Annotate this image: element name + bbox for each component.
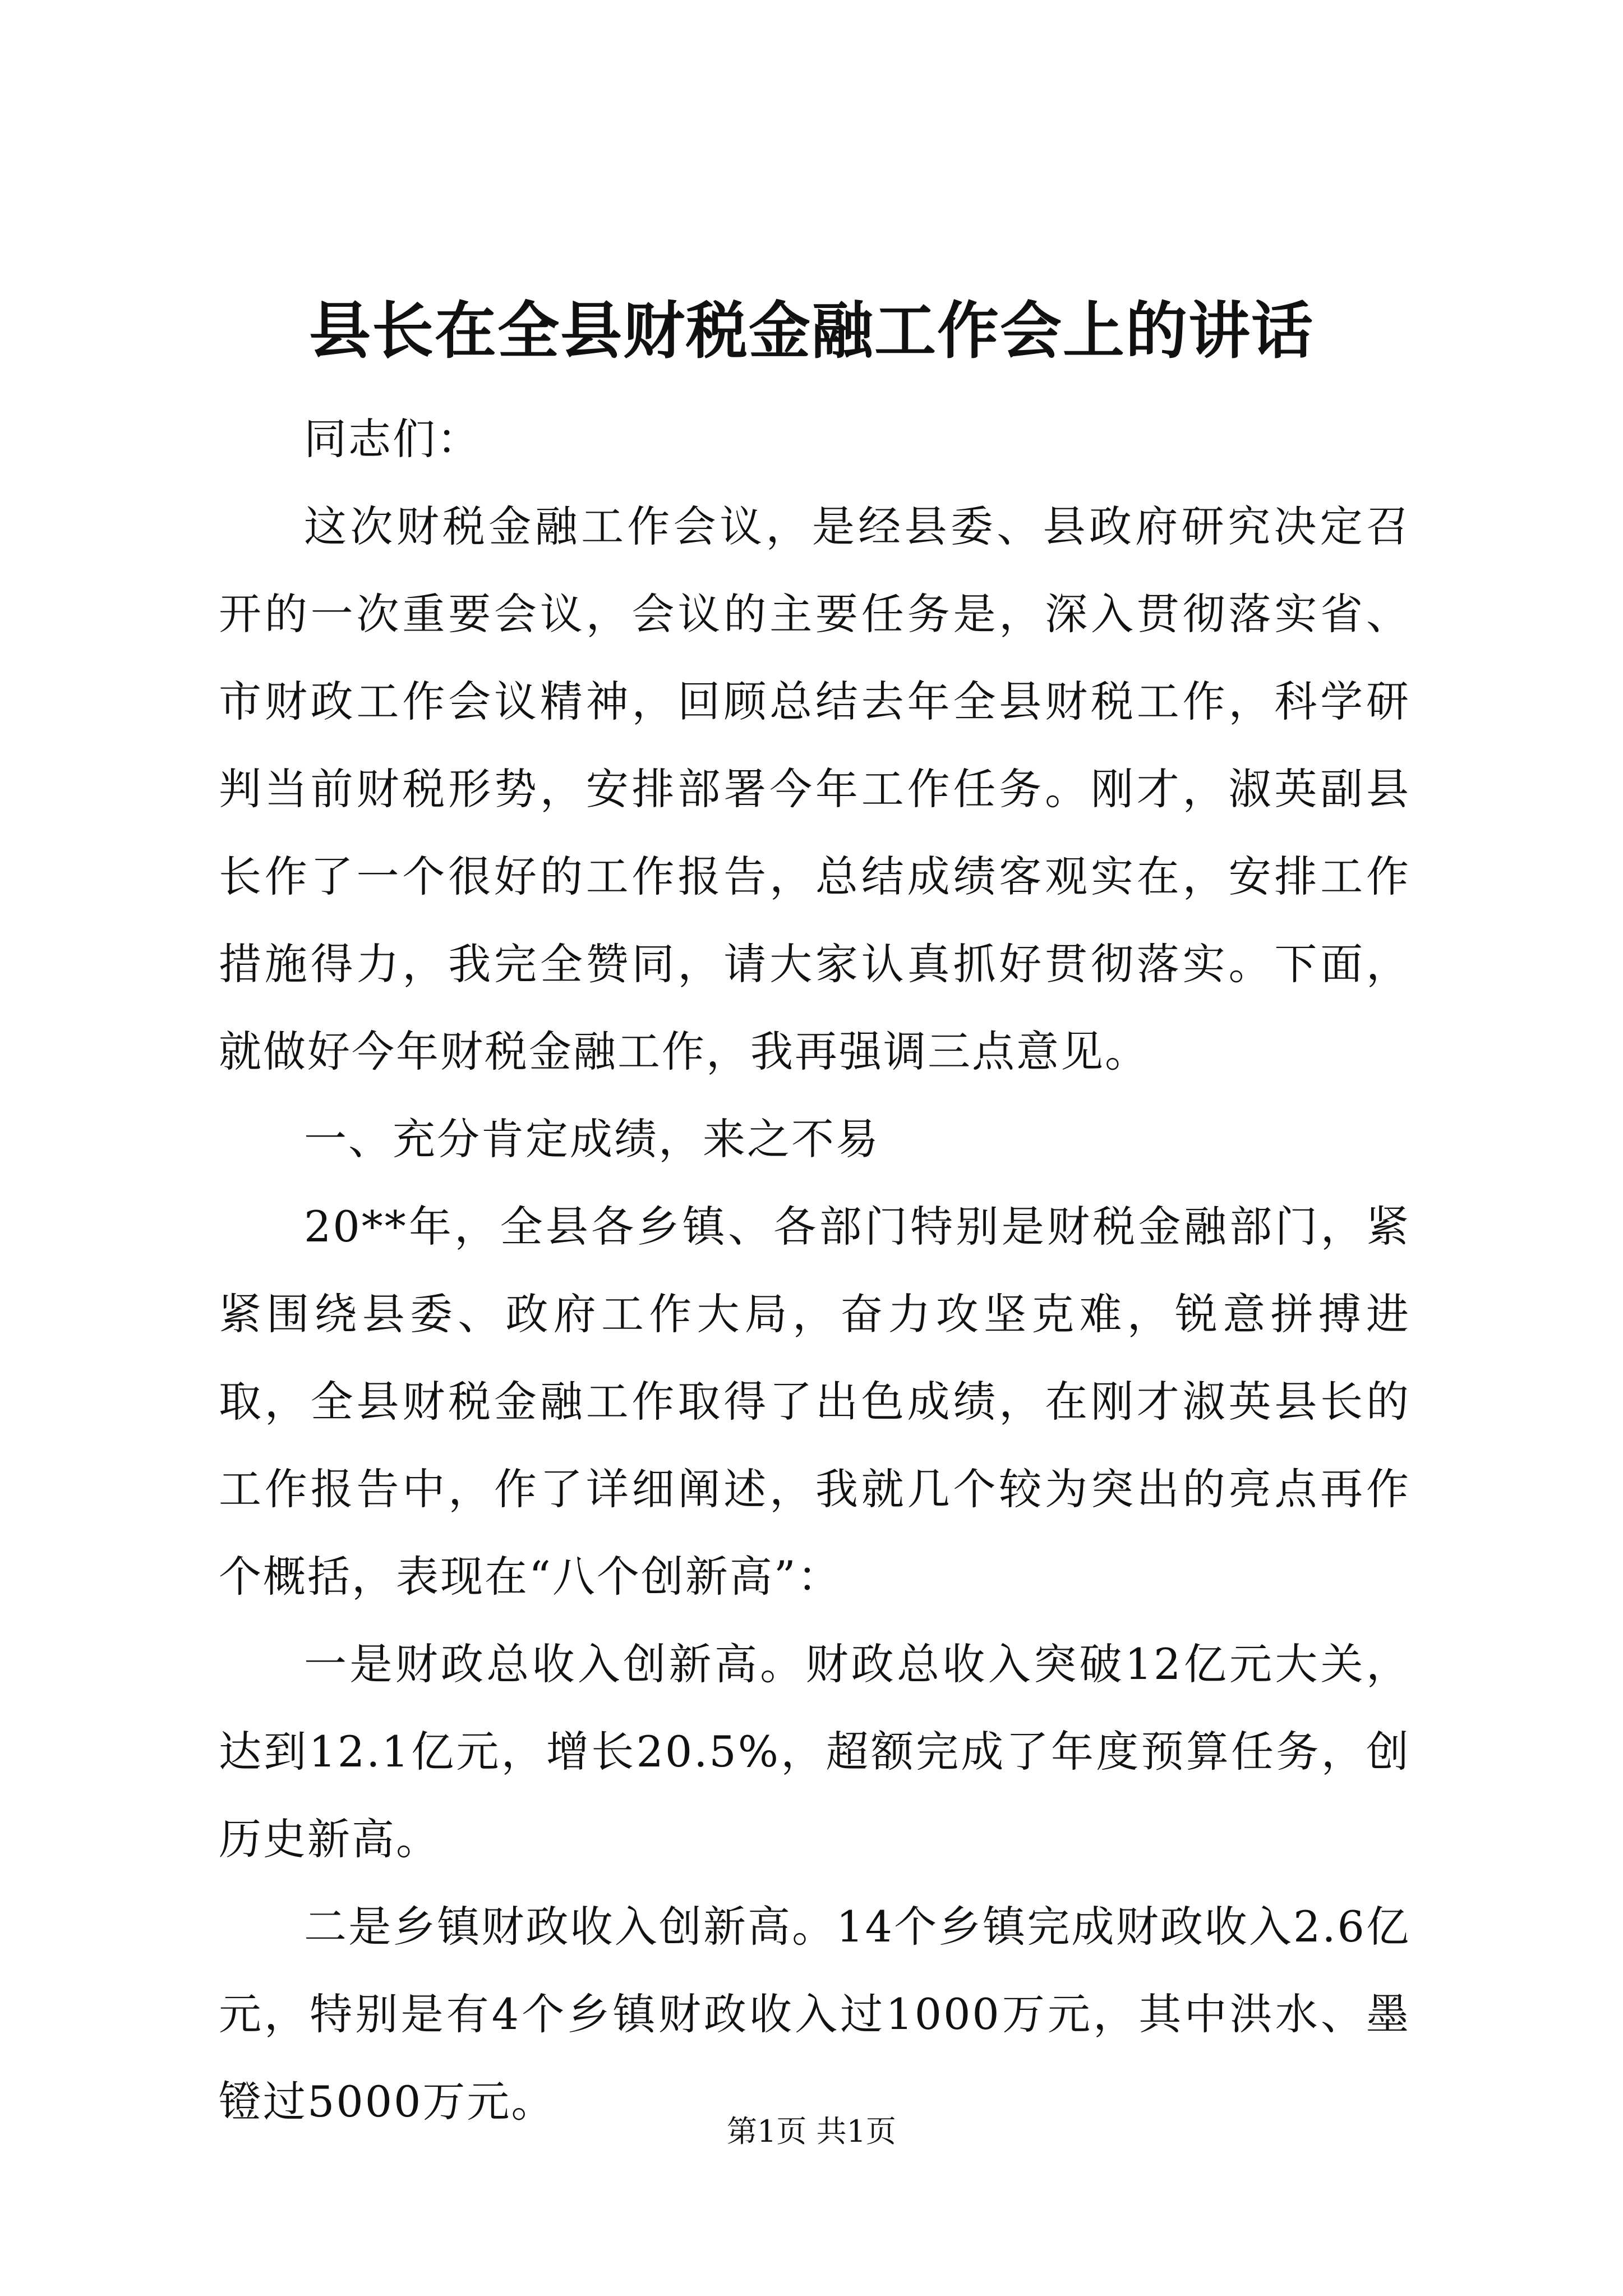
document-body — [219, 395, 1410, 2146]
document-title: 县长在全县财税金融工作会上的讲话 — [309, 295, 1314, 367]
paragraph-point-one: 一是财政总收入创新高。财政总收入突破12亿元大关，达到12.1亿元，增长20.5%，超额完成了年度预算任务，创历史新高。 — [219, 1639, 1410, 1864]
paragraph-salutation: 同志们： — [304, 414, 481, 464]
section-heading: 一、充分肯定成绩，来之不易 — [304, 1114, 880, 1164]
paragraph-intro: 这次财税金融工作会议，是经县委、县政府研究决定召开的一次重要会议，会议的主要任务是，深入贯彻落实省、市财政工作会议精神，回顾总结去年全县财税工作，科学研判当前财税形势，安排部署今年工作任务。刚才，淑英副县长作了一个很好的工作报告，总结成绩客观实在，安排工作措施得力，我完全赞同，请大家认真抓好贯彻落实。下面，就做好今年财税金融工作，我再强调三点意见。 — [219, 501, 1410, 1076]
paragraph-point-two: 二是乡镇财政收入创新高。14个乡镇完成财政收入2.6亿元，特别是有4个乡镇财政收入过1000万元，其中洪水、墨镫过5000万元。 — [219, 1902, 1410, 2127]
paragraph-achievements: 20**年，全县各乡镇、各部门特别是财税金融部门，紧紧围绕县委、政府工作大局，奋力攻坚克难，锐意拼搏进取，全县财税金融工作取得了出色成绩，在刚才淑英县长的工作报告中，作了详细阐述，我就几个较为突出的亮点再作个概括，表现在“八个创新高”： — [219, 1202, 1410, 1602]
page-footer: 第1页 共1页 — [727, 2114, 896, 2149]
